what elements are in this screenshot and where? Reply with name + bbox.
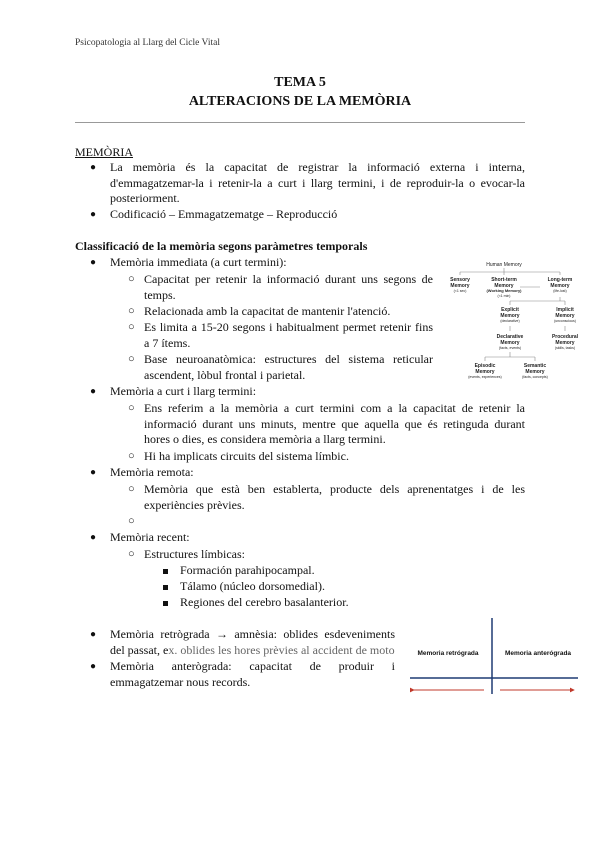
diagram-node-sensory: Memory [450,283,470,289]
diagram-node-procedural: Procedural [551,334,579,340]
title-divider [75,122,525,123]
retrograde-memory-text [110,643,395,659]
diagram-node-implicit: Implicit [556,307,574,313]
short-long-memory-point: Hi ha implicats circuits del sistema límbic. [144,449,349,463]
remote-memory-point: experiències prèvies. [144,497,245,512]
immediate-memory-point: Relacionada amb la capacitat de mantenir l'atenció. [144,304,391,318]
limbic-structures-label: Estructures límbicas: [144,547,245,561]
classification-heading: Classificació de la memòria segons paràmetres temporals [75,239,368,253]
bullet-icon: ● [90,661,97,672]
anterograde-memory-text: emmagatzemar nous records. [110,674,251,689]
sub-bullet-icon: ○ [128,483,135,495]
bullet-icon: ● [90,467,97,478]
memoria-definition-line: La memòria és la capacitat de registrar la informació externa i interna, [110,160,525,174]
immediate-memory-point: ascendent, lòbul frontal i parietal. [144,367,306,382]
immediate-memory-point: temps. [144,287,176,302]
remote-memory-label: Memòria remota: [110,465,194,479]
retrograde-label: Memoria retrógrada [417,650,479,657]
diagram-node-sensory: Sensory [450,277,470,283]
bullet-icon: ● [90,629,97,640]
diagram-node-explicit: Memory [500,313,520,319]
diagram-node-declarative: Memory [500,340,520,346]
diagram-node-long-term: (life-lost) [553,289,567,293]
diagram-node-episodic: Episodic [474,363,496,369]
memoria-process: Codificació – Emmagatzematge – Reproducció [110,207,338,221]
sub-bullet-icon: ○ [128,353,135,365]
bullet-icon: ● [90,257,97,268]
immediate-memory-point: Capacitat per retenir la informació durant uns segons de [144,272,433,286]
diagram-node-declarative: Declarative [496,334,524,340]
sub-bullet-icon: ○ [128,450,135,462]
sub-bullet-icon: ○ [128,321,135,333]
diagram-node-explicit: Explicit [501,307,519,313]
anterograde-label: Memoria anterógrada [504,650,572,657]
diagram-node-short-term: (<1 min) [497,294,511,298]
human-memory-diagram [440,259,586,385]
square-bullet-icon [163,569,168,574]
immediate-memory-point: Base neuroanatòmica: estructures del sistema reticular [144,352,433,366]
memoria-definition-line: d'emmagatzemar-la i retenir-la a curt i llarg termini, i de reproduir-la o evocar-la [110,175,525,190]
limbic-structure-item: Regiones del cerebro basalanterior. [180,595,349,609]
diagram-node-procedural: Memory [555,340,575,346]
diagram-node-short-term: Short-term [491,277,517,283]
bullet-icon: ● [90,532,97,543]
diagram-node-short-term: (Working Memory) [486,288,522,293]
diagram-node-sensory: (<1 sec) [453,289,467,293]
document-title: TEMA 5 [274,75,326,90]
memory-timeline-diagram [408,618,580,700]
diagram-node-long-term: Memory [550,283,570,289]
limbic-structure-item: Tálamo (núcleo dorsomedial). [180,579,325,593]
square-bullet-icon [163,601,168,606]
short-long-memory-point: hores o dies, es considera memòria a llarg termini. [144,432,386,446]
limbic-structure-item: Formación parahipocampal. [180,563,315,577]
sub-bullet-icon: ○ [128,402,135,414]
short-long-memory-point: Ens referim a la memòria a curt termini com a la capacitat de retenir la [144,401,525,415]
immediate-memory-label: Memòria immediata (a curt termini): [110,255,287,269]
diagram-node-short-term: Memory [494,283,514,289]
diagram-node-episodic: (events, experiences) [468,375,502,379]
retrograde-memory-text: Memòria retrògrada → amnèsia: oblides esdeveniments [110,627,395,641]
diagram-node-semantic: (facts, concepts) [522,375,548,379]
retrograde-example: x. oblides les hores prèvies al accident de moto [168,642,395,657]
diagram-node-semantic: Memory [525,369,545,375]
diagram-node-implicit: (unconscious) [554,319,576,323]
diagram-node-episodic: Memory [475,369,495,375]
sub-bullet-icon: ○ [128,515,135,527]
immediate-memory-point: Es limita a 15-20 segons i habitualment permet retenir fins [144,320,433,334]
running-header: Psicopatologia al Llarg del Cicle Vital [75,38,220,48]
square-bullet-icon [163,585,168,590]
diagram-node-semantic: Semantic [523,363,547,369]
document-subtitle: ALTERACIONS DE LA MEMÒRIA [188,94,412,109]
bullet-icon: ● [90,386,97,397]
immediate-memory-point: a 7 ítems. [144,335,191,350]
short-long-memory-label: Memòria a curt i llarg termini: [110,384,257,398]
diagram-node-root: Human Memory [486,262,522,268]
remote-memory-point: Memòria que està ben establerta, producte dels aprenentatges i de les [144,482,525,496]
diagram-node-procedural: (skills, tasks) [554,346,576,350]
recent-memory-label: Memòria recent: [110,530,190,544]
anterograde-memory-text: Memòria anterògrada: capacitat de produir i [110,659,395,673]
short-long-memory-point: informació durant uns minuts, mentre que aquella que és retinguda durant [144,416,525,431]
memoria-definition-line: posteriorment. [110,191,180,205]
diagram-node-implicit: Memory [555,313,575,319]
memoria-heading: MEMÒRIA [75,145,134,159]
sub-bullet-icon: ○ [128,305,135,317]
sub-bullet-icon: ○ [128,548,135,560]
retrograde-text-part: del passat, e [110,642,169,657]
diagram-node-long-term: Long-term [547,277,573,283]
bullet-icon: ● [90,209,97,220]
sub-bullet-icon: ○ [128,273,135,285]
bullet-icon: ● [90,162,97,173]
diagram-node-explicit: (declarative) [500,319,520,323]
diagram-node-declarative: (facts, events) [499,346,521,350]
